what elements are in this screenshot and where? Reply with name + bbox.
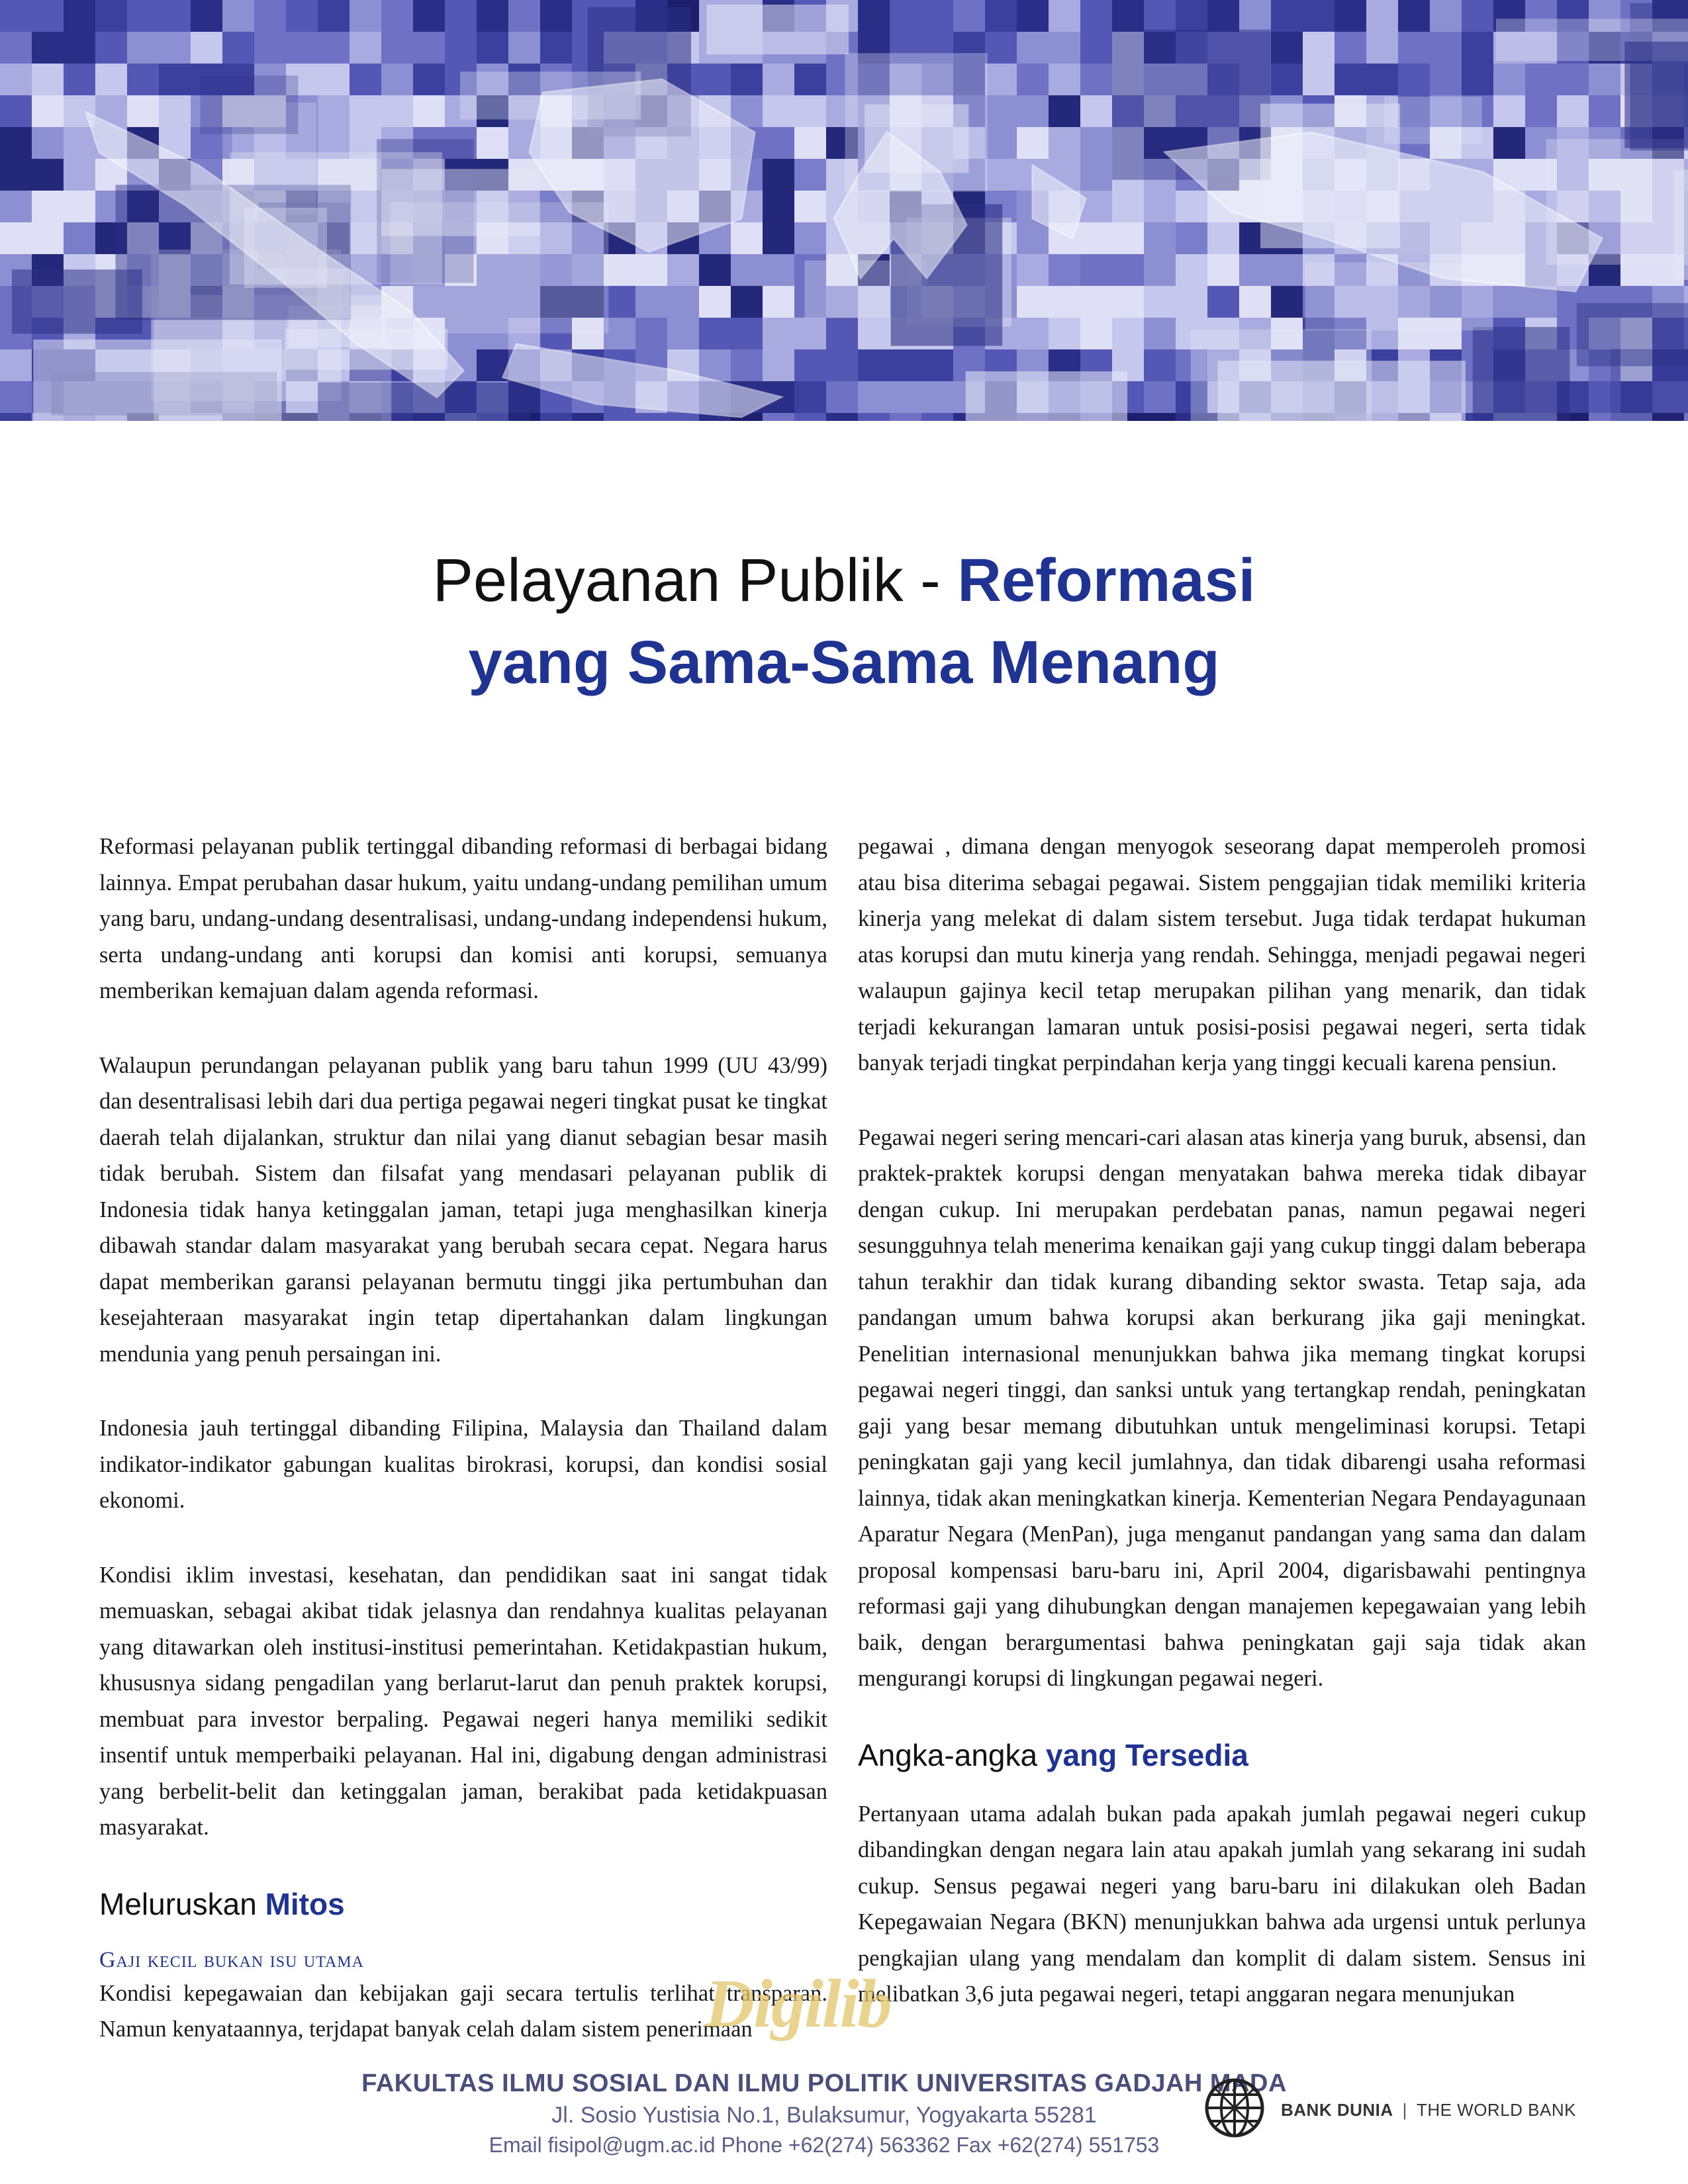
world-bank-local: BANK DUNIA — [1281, 2100, 1393, 2120]
mosaic-tile — [254, 0, 286, 32]
mosaic-tile — [413, 95, 445, 127]
mosaic-tile — [1462, 0, 1493, 32]
mosaic-tile — [350, 95, 381, 127]
mosaic-tile — [64, 127, 95, 159]
mosaic-tile — [1207, 286, 1239, 318]
mosaic-tile — [1398, 0, 1430, 32]
mosaic-tile — [318, 32, 350, 64]
mosaic-tile — [159, 32, 191, 64]
mosaic-tile — [794, 64, 826, 95]
mosaic-tile — [1398, 64, 1430, 95]
world-bank-separator: | — [1402, 2100, 1407, 2120]
footer — [0, 2062, 1688, 2184]
mosaic-tile — [1080, 0, 1112, 32]
mosaic-tile — [794, 127, 826, 159]
mosaic-tile — [413, 32, 445, 64]
mosaic-tile — [1080, 127, 1112, 159]
mosaic-tile — [0, 127, 32, 159]
mosaic-tile — [1080, 222, 1112, 254]
mosaic-tile — [826, 381, 858, 413]
mosaic-block — [1473, 327, 1570, 421]
mosaic-tile — [1017, 127, 1049, 159]
mosaic-block — [200, 75, 298, 134]
mosaic-tile — [413, 64, 445, 95]
mosaic-tile — [699, 254, 731, 286]
mosaic-tile — [1176, 254, 1207, 286]
mosaic-tile — [0, 95, 32, 127]
section-heading-accent: Mitos — [265, 1886, 345, 1921]
mosaic-tile — [763, 349, 794, 381]
mosaic-tile — [95, 32, 127, 64]
mosaic-tile — [826, 318, 858, 349]
mosaic-tile — [1271, 254, 1303, 286]
mosaic-tile — [1017, 95, 1049, 127]
mosaic-tile — [763, 318, 794, 349]
section-heading-plain: Meluruskan — [99, 1886, 265, 1921]
mosaic-tile — [763, 159, 794, 191]
mosaic-block — [1624, 42, 1688, 148]
mosaic-tile — [794, 159, 826, 191]
mosaic-tile — [445, 32, 477, 64]
page-title — [0, 539, 1688, 704]
mosaic-tile — [191, 32, 222, 64]
mosaic-tile — [1144, 286, 1176, 318]
mosaic-block — [33, 340, 281, 421]
mosaic-tile — [1049, 286, 1080, 318]
mosaic-tile — [1049, 254, 1080, 286]
mosaic-tile — [763, 254, 794, 286]
mosaic-tile — [1366, 0, 1398, 32]
mosaic-tile — [127, 64, 159, 95]
mosaic-tile — [1144, 318, 1176, 349]
mosaic-tile — [445, 0, 477, 32]
mosaic-tile — [731, 286, 763, 318]
mosaic-tile — [794, 191, 826, 222]
mosaic-tile — [763, 413, 794, 421]
title-plain: Pelayanan Publik - — [432, 547, 958, 614]
mosaic-tile — [604, 413, 635, 421]
mosaic-tile — [254, 32, 286, 64]
mosaic-tile — [477, 32, 508, 64]
mosaic-tile — [381, 32, 413, 64]
mosaic-tile — [64, 0, 95, 32]
mosaic-tile — [318, 95, 350, 127]
map-mosaic-image — [0, 0, 1688, 421]
mosaic-tile — [826, 413, 858, 421]
mosaic-tile — [1271, 32, 1303, 64]
mosaic-tile — [0, 381, 32, 413]
paragraph: Kondisi iklim investasi, kesehatan, dan pendidikan saat ini sangat tidak memuaskan, sebagai akibat tidak jelasnya dan rendahnya kualitas pelayanan yang ditawarkan oleh institusi-institusi pemerintahan. Ketidakpastian hukum, khususnya sidang pengadilan yang berlarut-larut dan penuh praktek korupsi, membuat para investor berpaling. Pegawai negeri hanya memiliki sedikit insentif untuk memperbaiki pelayanan. Hal ini, digabung dengan administrasi yang berbelit-belit dan ketinggalan jaman, berakibat pada ketidakpuasan masyarakat. — [99, 1562, 827, 1840]
mosaic-tile — [0, 413, 32, 421]
mosaic-tile — [921, 0, 953, 32]
digilib-watermark — [705, 1964, 943, 2050]
mosaic-tile — [1176, 222, 1207, 254]
mosaic-tile — [222, 32, 254, 64]
footer-institution: FAKULTAS ILMU SOSIAL DAN ILMU POLITIK UNIVERSITAS GADJAH MADA — [361, 2070, 1287, 2097]
mosaic-tile — [794, 318, 826, 349]
world-bank-english: THE WORLD BANK — [1416, 2100, 1576, 2120]
mosaic-tile — [1366, 32, 1398, 64]
mosaic-tile — [1366, 64, 1398, 95]
mosaic-block — [706, 5, 849, 54]
mosaic-tile — [1080, 318, 1112, 349]
subheading: Gaji kecil bukan isu utama — [99, 1947, 364, 1972]
mosaic-tile — [159, 0, 191, 32]
mosaic-tile — [127, 95, 159, 127]
mosaic-tile — [953, 0, 985, 32]
mosaic-tile — [1239, 0, 1271, 32]
paragraph: Pegawai negeri sering mencari-cari alasan atas kinerja yang buruk, absensi, dan praktek-praktek korupsi dengan menyatakan bahwa mereka tidak dibayar dengan cukup. Ini merupakan perdebatan panas, namun pegawai negeri sesungguhnya telah menerima kenaikan gaji yang cukup tinggi dalam beberapa tahun terakhir dan tidak kurang dibanding sektor swasta. Tetap saja, ada pandangan umum bahwa korupsi akan berkurang jika gaji meningkat. Penelitian internasional menunjukkan bahwa jika memang tingkat korupsi pegawai negeri tinggi, dan sanksi untuk yang tertangkap rendah, peningkatan gaji yang besar memang dibutuhkan untuk mengeliminasi korupsi. Tetapi peningkatan gaji yang kecil jumlahnya, dan tidak dibarengi usaha reformasi lainnya, tidak akan meningkatkan kinerja. Kementerian Negara Pendayagunaan Aparatur Negara (MenPan), juga menganut pandangan yang sama dan dalam proposal kompensasi baru-baru ini, April 2004, digarisbawahi pentingnya reformasi gaji yang dihubungkan dengan manajemen kepegawaian yang lebih baik, dengan berargumentasi bahwa peningkatan gaji saja tidak akan mengurangi korupsi di lingkungan pegawai negeri. — [858, 1124, 1586, 1691]
mosaic-tile — [1080, 32, 1112, 64]
mosaic-tile — [921, 413, 953, 421]
mosaic-tile — [32, 32, 64, 64]
mosaic-tile — [32, 127, 64, 159]
mosaic-tile — [508, 32, 540, 64]
mosaic-tile — [64, 64, 95, 95]
mosaic-tile — [0, 32, 32, 64]
header-banner — [0, 0, 1688, 421]
mosaic-tile — [890, 413, 921, 421]
mosaic-tile — [667, 286, 699, 318]
world-bank-logo — [1201, 2075, 1599, 2141]
left-column — [99, 829, 827, 2048]
watermark-word: Digilib — [705, 1966, 891, 2042]
mosaic-tile — [921, 381, 953, 413]
mosaic-tile — [350, 0, 381, 32]
section-heading-angka — [858, 1735, 1586, 1775]
mosaic-tile — [1112, 0, 1144, 32]
mosaic-tile — [159, 95, 191, 127]
mosaic-tile — [858, 318, 890, 349]
mosaic-tile — [794, 222, 826, 254]
mosaic-tile — [350, 32, 381, 64]
mosaic-tile — [1271, 0, 1303, 32]
mosaic-tile — [1207, 0, 1239, 32]
mosaic-tile — [763, 95, 794, 127]
mosaic-tile — [0, 349, 32, 381]
mosaic-tile — [1493, 286, 1525, 318]
mosaic-tile — [699, 318, 731, 349]
mosaic-block — [966, 371, 1127, 421]
mosaic-tile — [32, 64, 64, 95]
mosaic-tile — [286, 0, 318, 32]
mosaic-tile — [572, 413, 604, 421]
mosaic-tile — [699, 64, 731, 95]
footer-contact: Email fisipol@ugm.ac.id Phone +62(274) 563362 Fax +62(274) 551753 — [489, 2133, 1160, 2157]
section-heading-accent: yang Tersedia — [1045, 1737, 1248, 1772]
mosaic-tile — [985, 0, 1017, 32]
mosaic-tile — [1398, 32, 1430, 64]
mosaic-tile — [1144, 381, 1176, 413]
mosaic-tile — [32, 222, 64, 254]
mosaic-tile — [318, 64, 350, 95]
mosaic-tile — [826, 349, 858, 381]
mosaic-tile — [1493, 127, 1525, 159]
mosaic-tile — [1080, 254, 1112, 286]
mosaic-tile — [1207, 222, 1239, 254]
world-bank-text — [1281, 2100, 1576, 2120]
mosaic-tile — [1176, 191, 1207, 222]
mosaic-tile — [1335, 32, 1366, 64]
mosaic-tile — [731, 222, 763, 254]
mosaic-tile — [32, 159, 64, 191]
mosaic-tile — [1080, 64, 1112, 95]
mosaic-tile — [1271, 64, 1303, 95]
mosaic-tile — [0, 64, 32, 95]
mosaic-tile — [1525, 286, 1557, 318]
mosaic-tile — [350, 64, 381, 95]
mosaic-tile — [1080, 191, 1112, 222]
mosaic-block — [1191, 330, 1372, 421]
mosaic-tile — [763, 286, 794, 318]
mosaic-tile — [731, 64, 763, 95]
mosaic-tile — [1049, 32, 1080, 64]
mosaic-tile — [794, 95, 826, 127]
mosaic-tile — [318, 0, 350, 32]
mosaic-tile — [1144, 254, 1176, 286]
mosaic-tile — [1176, 0, 1207, 32]
paragraph: Walaupun perundangan pelayanan publik yang baru tahun 1999 (UU 43/99) dan desentralisasi lebih dari dua pertiga pegawai negeri tingkat pusat ke tingkat daerah telah dijalankan, struktur dan nilai yang dianut sebagian besar masih tidak berubah. Sistem dan filsafat yang mendasari pelayanan publik di Indonesia tidak hanya ketinggalan jaman, tetapi juga menghasilkan kinerja dibawah standar dalam masyarakat yang berubah secara cepat. Negara harus dapat memberikan garansi pelayanan bermutu tinggi jika pertumbuhan dan kesejahteraan masyarakat ingin tetap dipertahankan dalam lingkungan mendunia yang penuh persaingan ini. — [99, 1052, 827, 1367]
mosaic-tile — [540, 0, 572, 32]
mosaic-tile — [1144, 222, 1176, 254]
mosaic-tile — [1017, 254, 1049, 286]
mosaic-tile — [1049, 95, 1080, 127]
mosaic-tile — [921, 349, 953, 381]
mosaic-tile — [985, 64, 1017, 95]
mosaic-tile — [95, 64, 127, 95]
mosaic-tile — [1589, 95, 1620, 127]
mosaic-tile — [635, 413, 667, 421]
mosaic-tile — [1493, 64, 1525, 95]
mosaic-tile — [1017, 222, 1049, 254]
mosaic-tile — [1144, 413, 1176, 421]
mosaic-tile — [1049, 318, 1080, 349]
mosaic-tile — [699, 349, 731, 381]
mosaic-tile — [1049, 127, 1080, 159]
mosaic-tile — [508, 0, 540, 32]
mosaic-tile — [1335, 64, 1366, 95]
mosaic-tile — [127, 0, 159, 32]
mosaic-tile — [858, 413, 890, 421]
mosaic-tile — [1462, 64, 1493, 95]
mosaic-tile — [1525, 64, 1557, 95]
title-accent-1: Reformasi — [957, 547, 1256, 614]
mosaic-tile — [667, 254, 699, 286]
mosaic-tile — [1144, 349, 1176, 381]
mosaic-block — [1577, 303, 1688, 367]
mosaic-tile — [381, 95, 413, 127]
mosaic-tile — [64, 32, 95, 64]
mosaic-tile — [159, 64, 191, 95]
mosaic-tile — [858, 381, 890, 413]
mosaic-tile — [1112, 286, 1144, 318]
mosaic-tile — [381, 64, 413, 95]
mosaic-tile — [1430, 32, 1462, 64]
mosaic-tile — [794, 381, 826, 413]
mosaic-tile — [985, 159, 1017, 191]
mosaic-block — [1673, 169, 1688, 280]
mosaic-tile — [763, 127, 794, 159]
mosaic-tile — [32, 0, 64, 32]
mosaic-tile — [540, 413, 572, 421]
mosaic-tile — [1462, 32, 1493, 64]
mosaic-tile — [1112, 222, 1144, 254]
globe-icon — [1201, 2075, 1268, 2141]
mosaic-tile — [635, 286, 667, 318]
mosaic-tile — [191, 0, 222, 32]
mosaic-tile — [1525, 95, 1557, 127]
paragraph: Indonesia jauh tertinggal dibanding Filipina, Malaysia dan Thailand dalam indikator-indikator gabungan kualitas birokrasi, korupsi, dan kondisi sosial ekonomi. — [99, 1416, 827, 1513]
mosaic-tile — [731, 349, 763, 381]
paragraph: pegawai , dimana dengan menyogok seseorang dapat memperoleh promosi atau bisa diterima sebagai pegawai. Sistem penggajian tidak memiliki kriteria kinerja yang melekat di dalam sistem tersebut. Juga tidak terdapat hukuman atas korupsi dan mutu kinerja yang rendah. Sehingga, menjadi pegawai negeri walaupun gajinya kecil tetap merupakan pilihan yang menarik, dan tidak terjadi kekurangan lamaran untuk posisi-posisi pegawai negeri, serta tidak banyak terjadi tingkat perpindahan kerja yang tinggi kecuali karena pensiun. — [858, 834, 1586, 1075]
mosaic-block — [12, 269, 142, 334]
mosaic-tile — [699, 286, 731, 318]
mosaic-tile — [1557, 64, 1589, 95]
mosaic-tile — [1176, 286, 1207, 318]
mosaic-tile — [1017, 32, 1049, 64]
mosaic-tile — [1049, 64, 1080, 95]
mosaic-tile — [890, 349, 921, 381]
mosaic-tile — [32, 95, 64, 127]
mosaic-tile — [1493, 95, 1525, 127]
mosaic-tile — [985, 32, 1017, 64]
mosaic-tile — [731, 254, 763, 286]
mosaic-tile — [1144, 0, 1176, 32]
mosaic-tile — [1557, 95, 1589, 127]
mosaic-tile — [1112, 254, 1144, 286]
mosaic-tile — [1271, 286, 1303, 318]
mosaic-tile — [1049, 0, 1080, 32]
mosaic-tile — [763, 191, 794, 222]
title-accent-2: yang Sama-Sama Menang — [468, 629, 1220, 696]
mosaic-tile — [985, 95, 1017, 127]
mosaic-tile — [127, 32, 159, 64]
mosaic-tile — [985, 127, 1017, 159]
mosaic-tile — [1017, 318, 1049, 349]
mosaic-tile — [1303, 32, 1335, 64]
mosaic-tile — [1303, 0, 1335, 32]
paragraph: Reformasi pelayanan publik tertinggal dibanding reformasi di berbagai bidang lainnya. Empat perubahan dasar hukum, yaitu undang-undang pemilihan umum yang baru, undang-undang desentralisasi, undang-undang independensi hukum, serta undang-undang anti korupsi dan komisi anti korupsi, semuanya memberikan kemajuan dalam agenda reformasi. — [99, 834, 827, 1003]
mosaic-tile — [794, 349, 826, 381]
mosaic-tile — [667, 413, 699, 421]
mosaic-tile — [1112, 318, 1144, 349]
mosaic-tile — [635, 318, 667, 349]
mosaic-tile — [1589, 64, 1620, 95]
mosaic-tile — [1017, 0, 1049, 32]
mosaic-tile — [1080, 286, 1112, 318]
mosaic-tile — [286, 32, 318, 64]
mosaic-tile — [1430, 0, 1462, 32]
mosaic-tile — [1335, 0, 1366, 32]
mosaic-tile — [1080, 95, 1112, 127]
paragraph: Kondisi kepegawaian dan kebijakan gaji secara tertulis terlihat transparan. Namun kenyataannya, terjdapat banyak celah dalam sistem penerimaan — [99, 1980, 827, 2042]
mosaic-tile — [64, 191, 95, 222]
mosaic-tile — [1239, 286, 1271, 318]
mosaic-tile — [0, 159, 32, 191]
mosaic-tile — [477, 0, 508, 32]
mosaic-tile — [64, 222, 95, 254]
mosaic-tile — [64, 159, 95, 191]
paragraph: Pertanyaan utama adalah bukan pada apakah jumlah pegawai negeri cukup dibandingkan dengan negara lain atau apakah jumlah yang sekarang ini sudah cukup. Sensus pegawai negeri yang baru-baru ini dilakukan oleh Badan Kepegawaian Negara (BKN) menunjukkan bahwa ada urgensi untuk perlunya pengkajian ulang yang mendalam dan komplit di dalam sistem. Sensus ini melibatkan 3,6 juta pegawai negeri, tetapi anggaran negara menunjukan — [858, 1801, 1586, 2007]
mosaic-tile — [413, 0, 445, 32]
mosaic-tile — [1112, 191, 1144, 222]
footer-address: Jl. Sosio Yustisia No.1, Bulaksumur, Yogyakarta 55281 — [551, 2103, 1097, 2128]
mosaic-tile — [667, 318, 699, 349]
mosaic-tile — [890, 381, 921, 413]
mosaic-tile — [32, 191, 64, 222]
mosaic-tile — [0, 191, 32, 222]
mosaic-tile — [763, 222, 794, 254]
mosaic-tile — [540, 32, 572, 64]
mosaic-tile — [0, 0, 32, 32]
mosaic-tile — [1239, 254, 1271, 286]
mosaic-tile — [1017, 286, 1049, 318]
mosaic-tile — [794, 413, 826, 421]
section-heading-plain: Angka-angka — [858, 1737, 1046, 1772]
mosaic-tile — [95, 0, 127, 32]
mosaic-tile — [763, 64, 794, 95]
mosaic-tile — [477, 127, 508, 159]
mosaic-tile — [890, 0, 921, 32]
mosaic-tile — [222, 0, 254, 32]
mosaic-tile — [1207, 254, 1239, 286]
section-heading-mitos — [99, 1884, 827, 1924]
mosaic-tile — [0, 222, 32, 254]
mosaic-tile — [1430, 64, 1462, 95]
mosaic-tile — [635, 254, 667, 286]
mosaic-tile — [858, 0, 890, 32]
mosaic-tile — [381, 0, 413, 32]
mosaic-tile — [1144, 191, 1176, 222]
mosaic-block — [1384, 97, 1481, 144]
mosaic-tile — [1080, 159, 1112, 191]
mosaic-tile — [1017, 64, 1049, 95]
right-column — [858, 829, 1586, 2013]
mosaic-tile — [731, 318, 763, 349]
mosaic-tile — [1303, 64, 1335, 95]
mosaic-tile — [858, 349, 890, 381]
